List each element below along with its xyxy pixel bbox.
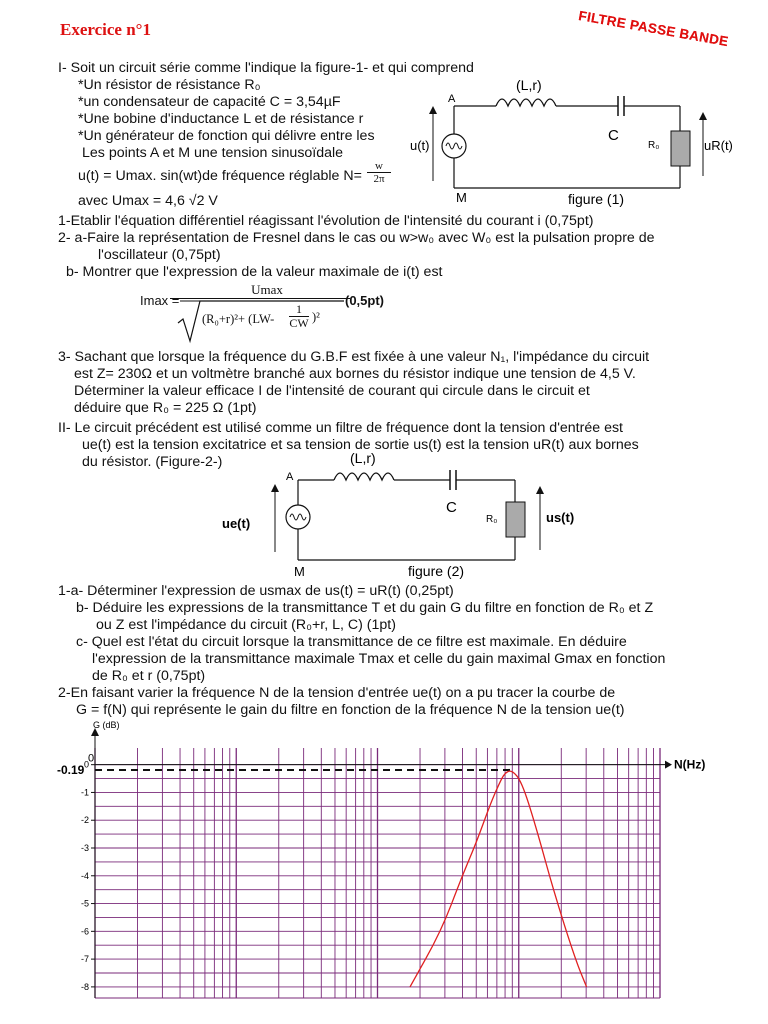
fig2-label-C: C [446,499,457,516]
arrow-head-ue-icon [271,484,279,492]
fraction-numerator: w [375,160,383,172]
resistor-symbol [671,131,690,166]
annotation-label: -0.19 [57,762,85,777]
inner-numerator: 1 [296,302,302,316]
chart-y-label: G (dB) [93,720,120,730]
question-3-line4: déduire que R₀ = 225 Ω (1pt) [74,400,257,416]
fig1-label-A: A [448,93,456,105]
topic-stamp: FILTRE PASSE BANDE [577,8,730,50]
y-tick-label: -3 [80,843,89,853]
origin-label: 0 [88,752,95,765]
question-2a-cont: l'oscillateur (0,75pt) [98,247,221,263]
question-1c-line3: de R₀ et r (0,75pt) [92,668,206,684]
part2-intro-line2: ue(t) est la tension excitatrice et sa tension de sortie us(t) est la tension uR(t) aux bornes [82,437,639,453]
figure-1-circuit [408,76,748,206]
chart-x-label: N(Hz) [674,757,706,772]
question-2: 2-En faisant varier la fréquence N de la tension d'entrée ue(t) on a pu tracer la courbe de [58,685,616,701]
fig2-label-M: M [294,564,305,579]
inductor-symbol [496,99,556,106]
y-tick-label: -4 [80,870,89,881]
x-axis-arrow-icon [665,761,672,769]
imax-lhs: Imax = [140,293,180,308]
question-1: 1-Etablir l'équation différentiel réagissant l'évolution de l'intensité du courant i (0,75pt) [58,213,594,229]
inner-fraction [289,303,309,330]
arrow-head-u-icon [429,106,437,114]
gain-curve-series [410,771,587,987]
fig2-label-us: us(t) [546,510,575,525]
question-1a: 1-a- Déterminer l'expression de usmax de us(t) = uR(t) (0,25pt) [58,583,454,599]
arrow-head-us-icon [536,486,544,494]
fig2-label-Lr: (L,r) [350,450,376,466]
fig1-label-M: M [456,190,467,205]
imax-denominator-b: )² [312,310,320,324]
question-1b: b- Déduire les expressions de la transmittance T et du gain G du filtre en fonction de R₀ et Z [76,600,654,616]
imax-points: (0,5pt) [345,293,384,308]
fig2-label-A: A [286,471,294,483]
question-1c: c- Quel est l'état du circuit lorsque la transmittance de ce filtre est maximale. En déduire [76,634,627,650]
part1-umax: avec Umax = 4,6 √2 V [78,193,218,209]
fig2-caption: figure (2) [408,563,465,579]
y-tick-label: -5 [80,898,89,909]
imax-formula [140,282,400,348]
y-tick-label: -1 [80,787,89,798]
part1-item-capacitor: *un condensateur de capacité C = 3,54µF [78,94,341,110]
part2-intro: II- Le circuit précédent est utilisé comme un filtre de fréquence dont la tension d'entrée est [58,420,623,436]
question-3: 3- Sachant que lorsque la fréquence du G.B.F est fixée à une valeur N₁, l'impédance du circuit [58,349,650,365]
gain-chart [55,718,715,1018]
frequency-fraction [367,160,391,185]
fig1-label-uR: uR(t) [704,138,733,153]
y-tick-label: -7 [80,954,89,965]
fraction-denominator: 2π [367,172,391,185]
question-3-line2: est Z= 230Ω et un voltmètre branché aux bornes du résistor indique une tension de 4,5 V. [74,366,636,382]
part1-voltage-expression: u(t) = Umax. sin(wt)de fréquence réglable N= [78,168,362,184]
part2-intro-line3: du résistor. (Figure-2-) [82,454,223,470]
fig2-inductor-symbol [334,473,394,480]
main-fraction-bar [170,298,350,299]
part1-item-generator: *Un générateur de fonction qui délivre entre les [78,128,375,144]
fig2-label-ue: ue(t) [222,516,251,531]
question-2b: b- Montrer que l'expression de la valeur maximale de i(t) est [66,264,443,280]
fig1-label-R0: R₀ [648,140,660,151]
chart-grid [95,748,660,998]
imax-numerator: Umax [251,282,283,297]
question-2a: 2- a-Faire la représentation de Fresnel dans le cas ou w>w₀ avec W₀ est la pulsation propre de [58,230,655,246]
fig1-label-u: u(t) [410,138,430,153]
inner-denominator: CW [289,316,309,330]
figure-2-circuit [222,450,598,580]
part1-item-resistor: *Un résistor de résistance R₀ [78,77,261,93]
question-3-line3: Déterminer la valeur efficace I de l'intensité de courant qui circule dans le circuit et [74,383,590,399]
fig2-resistor-symbol [506,502,525,537]
y-tick-label: -2 [80,815,89,826]
question-1b-cont: ou Z est l'impédance du circuit (R₀+r, L, C) (1pt) [96,617,396,633]
fig1-label-Lr: (L,r) [516,77,542,93]
fig2-label-R0: R₀ [486,514,498,525]
imax-denominator-a: (R₀+r)²+ (LW- [202,312,275,326]
part1-item-coil: *Une bobine d'inductance L et de résistance r [78,111,364,127]
y-tick-label: -8 [80,981,89,992]
part1-item-points: Les points A et M une tension sinusoïdale [82,145,344,161]
fig1-label-C: C [608,127,619,144]
y-tick-label: 0 [83,759,89,770]
question-1c-line2: l'expression de la transmittance maximale Tmax et celle du gain maximal Gmax en fonction [92,651,666,667]
chart-y-ticks [81,753,95,992]
question-2-cont: G = f(N) qui représente le gain du filtre en fonction de la fréquence N de la tension ue(t) [76,702,625,718]
y-tick-label: -6 [80,926,89,937]
exercise-title: Exercice n°1 [60,20,151,39]
part1-intro: I- Soit un circuit série comme l'indique la figure-1- et qui comprend [58,60,474,76]
arrow-head-uR-icon [699,112,707,120]
fig1-caption: figure (1) [568,191,625,207]
